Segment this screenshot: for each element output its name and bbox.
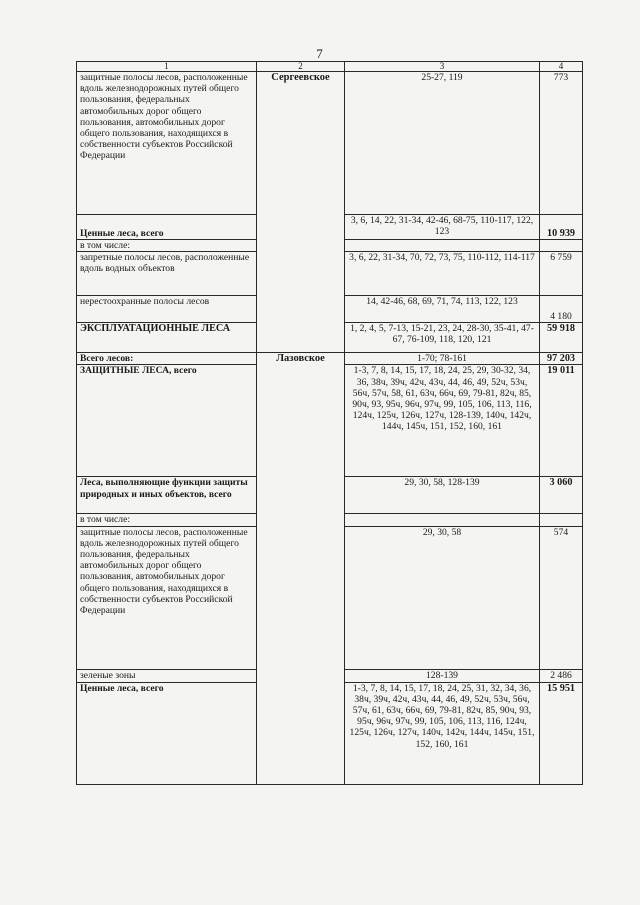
- table-row: [77, 353, 583, 365]
- quarters-cell: 29, 30, 58: [345, 526, 540, 669]
- area-cell: [540, 514, 583, 526]
- category-cell: Ценные леса, всего: [77, 215, 257, 240]
- category-cell: ЭКСПЛУАТАЦИОННЫЕ ЛЕСА: [77, 323, 257, 353]
- quarters-cell: 25-27, 119: [345, 72, 540, 215]
- category-cell: в том числе:: [77, 514, 257, 526]
- quarters-cell: 1-3, 7, 8, 14, 15, 17, 18, 24, 25, 31, 32, 34, 36, 38ч, 39ч, 42ч, 43ч, 44, 46, 49, 52ч, 53ч, 56ч, 57ч, 61, 63ч, 66ч, 69, 79-81, 82ч, 85, 90ч, 93, 95ч, 96ч, 97ч, 99, 105, 106, 113, 116, 124ч, 125ч, 126ч, 127ч, 140ч, 142ч, 144ч, 145ч, 151, 152, 160, 161: [345, 682, 540, 784]
- quarters-cell: 1-70; 78-161: [345, 353, 540, 365]
- area-cell: 574: [540, 526, 583, 669]
- area-cell: 10 939: [540, 215, 583, 240]
- quarters-cell: 29, 30, 58, 128-139: [345, 477, 540, 514]
- area-cell: [540, 240, 583, 252]
- category-cell: зеленые зоны: [77, 669, 257, 682]
- area-cell: 59 918: [540, 323, 583, 353]
- area-cell: 773: [540, 72, 583, 215]
- category-cell: защитные полосы лесов, расположенные вдоль железнодорожных путей общего пользования, федеральных автомобильных дорог общего пользования, автомобильных дорог общего пользования, находящихся в собственности субъектов Российской Федерации: [77, 526, 257, 669]
- category-cell: Ценные леса, всего: [77, 682, 257, 784]
- forest-area-table: [76, 61, 583, 785]
- quarters-cell: [345, 240, 540, 252]
- category-cell: Всего лесов:: [77, 353, 257, 365]
- quarters-cell: 1, 2, 4, 5, 7-13, 15-21, 23, 24, 28-30, 35-41, 47-67, 76-109, 118, 120, 121: [345, 323, 540, 353]
- category-cell: нерестоохранные полосы лесов: [77, 296, 257, 323]
- category-cell: защитные полосы лесов, расположенные вдоль железнодорожных путей общего пользования, федеральных автомобильных дорог общего пользования, автомобильных дорог общего пользования, находящихся в собственности субъектов Российской Федерации: [77, 72, 257, 215]
- header-row: [77, 62, 583, 72]
- district-cell: Сергеевское: [257, 72, 345, 353]
- column-header: 3: [345, 62, 540, 72]
- page-number: 7: [316, 46, 324, 61]
- area-cell: 3 060: [540, 477, 583, 514]
- area-cell: 6 759: [540, 252, 583, 296]
- table-row: [77, 72, 583, 215]
- column-header: 4: [540, 62, 583, 72]
- area-cell: 2 486: [540, 669, 583, 682]
- quarters-cell: 3, 6, 22, 31-34, 70, 72, 73, 75, 110-112, 114-117: [345, 252, 540, 296]
- area-cell: 19 011: [540, 365, 583, 477]
- quarters-cell: 14, 42-46, 68, 69, 71, 74, 113, 122, 123: [345, 296, 540, 323]
- area-cell: 4 180: [540, 296, 583, 323]
- category-cell: Леса, выполняющие функции защиты природных и иных объектов, всего: [77, 477, 257, 514]
- column-header: 2: [257, 62, 345, 72]
- quarters-cell: 3, 6, 14, 22, 31-34, 42-46, 68-75, 110-117, 122, 123: [345, 215, 540, 240]
- area-cell: 97 203: [540, 353, 583, 365]
- district-cell: Лазовское: [257, 353, 345, 784]
- category-cell: запретные полосы лесов, расположенные вдоль водных объектов: [77, 252, 257, 296]
- quarters-cell: 1-3, 7, 8, 14, 15, 17, 18, 24, 25, 29, 30-32, 34, 36, 38ч, 39ч, 42ч, 43ч, 44, 46, 49, 52ч, 53ч, 56ч, 57ч, 58, 61, 63ч, 66ч, 69, 79-81, 82ч, 85, 90ч, 93, 95ч, 96ч, 97ч, 99, 105, 106, 113, 116, 124ч, 125ч, 126ч, 127ч, 128-139, 140ч, 142ч, 144ч, 145ч, 151, 152, 160, 161: [345, 365, 540, 477]
- column-header: 1: [77, 62, 257, 72]
- quarters-cell: 128-139: [345, 669, 540, 682]
- category-cell: в том числе:: [77, 240, 257, 252]
- category-cell: ЗАЩИТНЫЕ ЛЕСА, всего: [77, 365, 257, 477]
- area-cell: 15 951: [540, 682, 583, 784]
- quarters-cell: [345, 514, 540, 526]
